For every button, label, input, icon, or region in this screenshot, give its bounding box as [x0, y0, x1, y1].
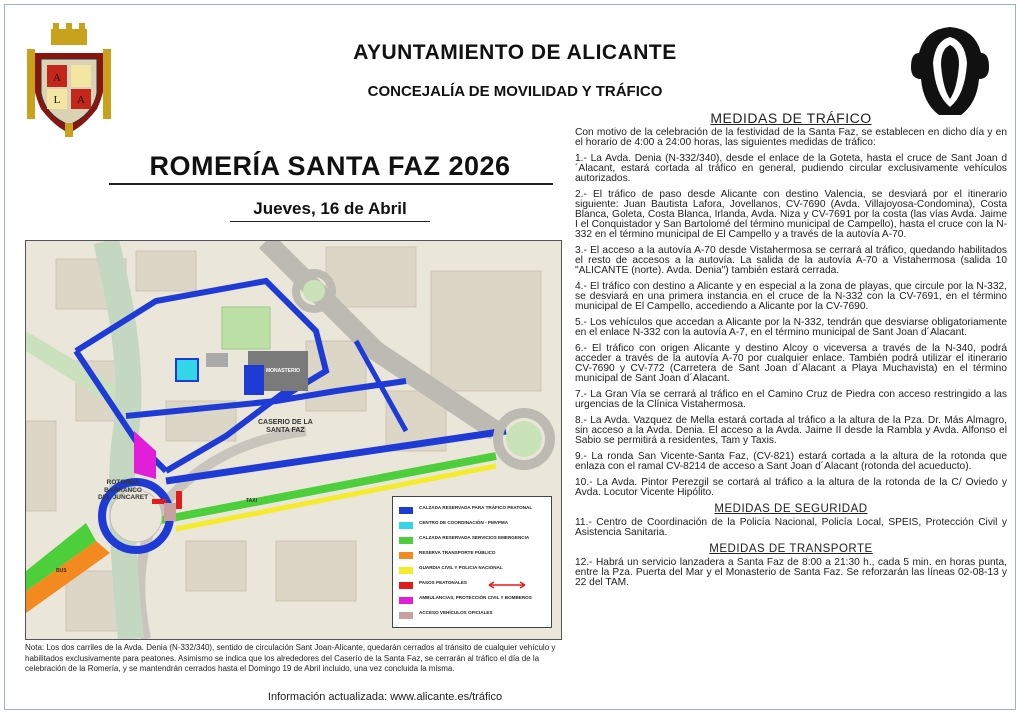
map-legend — [392, 496, 552, 628]
measure-item: 8.- La Avda. Vazquez de Mella estará cortada al tráfico a la altura de la Pza. Dr. Más Almagro, sin acceso a la Avda. Denia. El acceso a la Avda. Jaime II desde la Rambla y Avda. Alfonso el Sabio se permitirá a residentes, Tam y Taxis. — [575, 415, 1007, 446]
map-note: Nota: Los dos carriles de la Avda. Denia (N-332/340), sentido de circulación Sant Joan-Alicante, quedarán cerrados al tránsito de cualquier vehículo y habilitados exclusivamente para peatones. Asimismo se indica que los alrededores del Caserío de la Santa Faz, se cerrarán al tráfico el día de la celebración de la Romería, y se mantendrán cerrados hasta el Domingo 19 de Abril incluido, una vez concluida la misma. — [25, 643, 556, 673]
map-label-taxi: TAXI — [246, 498, 258, 504]
measures-intro: Con motivo de la celebración de la festividad de la Santa Faz, se establecen en dicho día y en el horario de 4:00 a 24:00 horas, las siguientes medidas de tráfico: — [575, 127, 1007, 148]
measure-item: 3.- El acceso a la autovía A-70 desde Vistahermosa se cerrará al tráfico, quedando habilitados el resto de accesos a la autovía. La salida de la autovía A-70 a Vistahermosa (salida 10 "ALICANTE (norte). Avda. Denia") también estará cerrada. — [575, 245, 1007, 276]
legend-swatch — [399, 522, 413, 529]
legend-item: CALZADA RESERVADA PARA TRÁFICO PEATONAL — [399, 505, 549, 517]
map-label-monasterio: MONASTERIO — [266, 368, 300, 374]
legend-item: ACCESO VEHÍCULOS OFICIALES — [399, 610, 549, 622]
legend-item: CENTRO DE COORDINACIÓN - PMVPMA — [399, 520, 549, 532]
measure-item: 12.- Habrá un servicio lanzadera a Santa Faz de 8:00 a 21:30 h., cada 5 min. en horas punta, entre la Pza. Puerta del Mar y el Monasterio de Santa Faz. Se reforzarán las líneas 02-08-13 y 22 del TAM. — [575, 557, 1007, 588]
legend-swatch — [399, 507, 413, 514]
department-title: CONCEJALÍA DE MOVILIDAD Y TRÁFICO — [367, 83, 663, 100]
legend-item: AMBULANCIAS, PROTECCIÓN CIVIL Y BOMBEROS — [399, 595, 549, 607]
legend-swatch — [399, 582, 413, 589]
measure-item: 9.- La ronda San Vicente-Santa Faz, (CV-821) estará cortada a la altura de la rotonda que enlaza con el ramal CV-8214 de acceso a Sant Joan d´Alacant (rotonda del acueducto). — [575, 451, 1007, 472]
transport-measures-title: MEDIDAS DE TRANSPORTE — [709, 543, 873, 555]
legend-item: RESERVA TRANSPORTE PÚBLICO — [399, 550, 549, 562]
date-divider — [230, 221, 430, 222]
measure-item: 11.- Centro de Coordinación de la Policía Nacional, Policía Local, SPEIS, Protección Civil y Asistencia Sanitaria. — [575, 517, 1007, 538]
measure-item: 6.- El tráfico con origen Alicante y destino Alcoy o viceversa a través de la N-340, podrá acceder a través de la autovía A-70 por cualquier enlace. También podrá utilizar el itinerario CV-7690 y CV-772 (Carretera de Sant Joan d´Alacant a Playa Muchavista) en el término municipal de Sant Joan d´Alacant. — [575, 343, 1007, 384]
legend-swatch — [399, 552, 413, 559]
measure-item: 1.- La Avda. Denia (N-332/340), desde el enlace de la Goteta, hasta el cruce de Sant Joan d´Alacant, estará cortada al tráfico en general, pudiendo circular exclusivamente vehículos autorizados. — [575, 153, 1007, 184]
title-divider — [109, 183, 553, 185]
event-title: ROMERÍA SANTA FAZ 2026 — [149, 151, 511, 181]
legend-swatch — [399, 537, 413, 544]
legend-swatch — [399, 612, 413, 619]
map-label-caserio: CASERIO DE LA SANTA FAZ — [258, 419, 313, 434]
poster — [4, 4, 1016, 710]
santa-faz-logo — [905, 23, 995, 123]
measure-item: 4.- El tráfico con destino a Alicante y en especial a la zona de playas, que circule por la N-332, se desviará en una primera instancia en el cruce de la N-332 con la CV-7691, en el término municipal de El Campello, accediendo a Alicante por la CV-7690. — [575, 281, 1007, 312]
organization-title: AYUNTAMIENTO DE ALICANTE — [353, 41, 677, 64]
legend-item: GUARDIA CIVIL Y POLICIA NACIONAL — [399, 565, 549, 577]
double-arrow-icon — [487, 581, 527, 589]
measure-item: 7.- La Gran Vía se cerrará al tráfico en el Camino Cruz de Piedra con acceso restringido a las urgencias de la Clínica Vistahermosa. — [575, 389, 1007, 410]
svg-text:L: L — [53, 94, 61, 106]
measure-item: 5.- Los vehículos que accedan a Alicante por la N-332, tendrán que desviarse obligatoriamente en el enlace N-332 con la autovía A-7, en el término municipal de Sant Joan d´Alacant. — [575, 317, 1007, 338]
svg-text:A: A — [53, 72, 61, 84]
map-label-bus: BUS — [56, 568, 67, 574]
measure-item: 2.- El tráfico de paso desde Alicante con destino Valencia, se desviará por el itinerario siguiente: Juan Bautista Lafora, Jovellanos, CV-7690 (Avda. Villajoyosa-Condomina), Costa Blanca, Goleta, Costa Blanca, Irlanda, Avda. Niza y CV-7691 por la costa (las vías Avda. Jaime I el Conquistador y San Bartolomé del término municipal de Campello), hasta el cruce con la N-332 en el término municipal de El Campello y a través de la autovía A-70. — [575, 189, 1007, 240]
measure-item: 10.- La Avda. Pintor Perezgil se cortará al tráfico a la altura de la rotonda de la C/ Oviedo y Avda. Locutor Vicente Hipólito. — [575, 477, 1007, 498]
legend-swatch — [399, 597, 413, 604]
measures-column — [575, 111, 1007, 594]
area-map — [25, 240, 562, 640]
svg-text:A: A — [77, 94, 85, 106]
info-link[interactable]: Información actualizada: www.alicante.es/tráfico — [267, 691, 503, 703]
map-label-rotonda: ROTONDA BARRANCO DEL JUNCARET — [98, 479, 149, 501]
security-measures-title: MEDIDAS DE SEGURIDAD — [714, 503, 868, 515]
legend-swatch — [399, 567, 413, 574]
traffic-measures-title: MEDIDAS DE TRÁFICO — [710, 110, 872, 126]
coat-of-arms-logo — [27, 23, 111, 141]
event-date: Jueves, 16 de Abril — [253, 199, 407, 218]
legend-item: CALZADA RESERVADA SERVICIOS EMERGENCIA — [399, 535, 549, 547]
legend-item: PASOS PEATONALES — [399, 580, 549, 592]
